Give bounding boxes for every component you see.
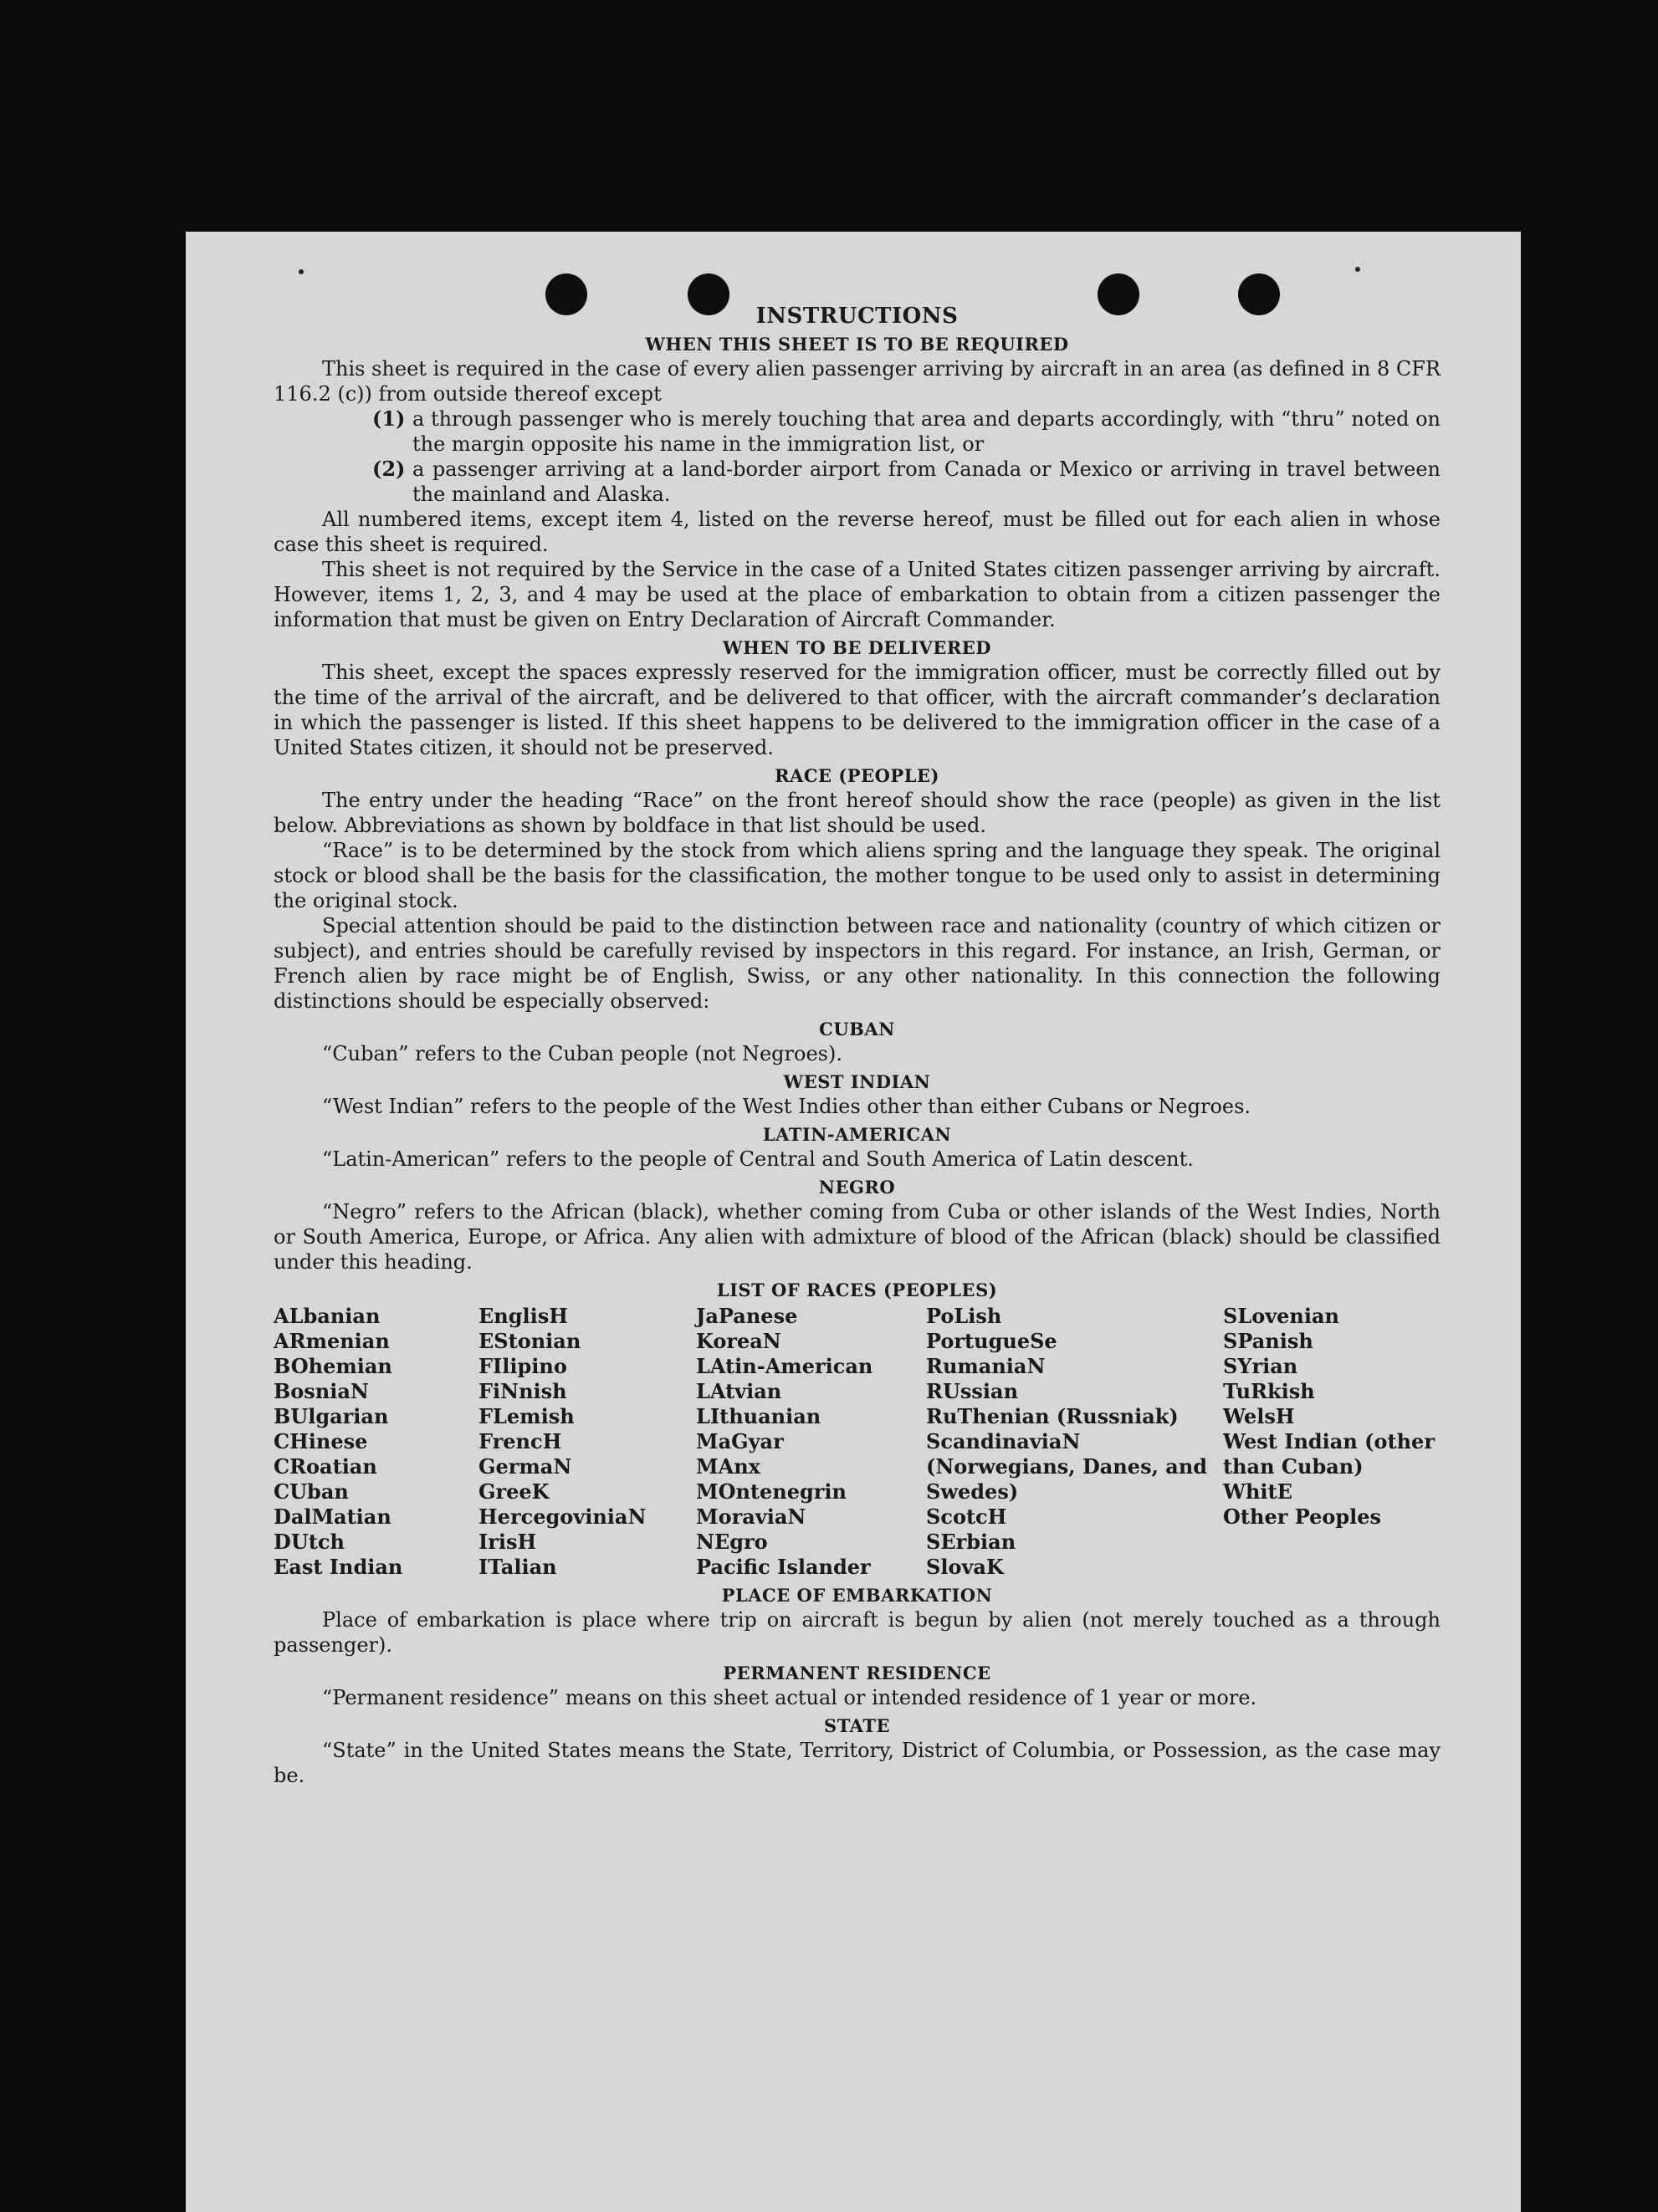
- race-column: [926, 1304, 1223, 1580]
- punch-hole: [1238, 273, 1280, 315]
- item-number: (1): [372, 406, 406, 431]
- item-text: a passenger arriving at a land-border airport from Canada or Mexico or arriving in travel between the mainland and Alaska.: [412, 457, 1441, 506]
- race-entry: LAtin-American: [696, 1354, 873, 1378]
- paragraph: “Latin-American” refers to the people of Central and South America of Latin descent.: [322, 1147, 1194, 1171]
- race-entry: CHinese: [274, 1429, 368, 1453]
- race-entry: DalMatian: [274, 1504, 391, 1529]
- paragraph: This sheet is not required by the Service in the case of a United States citizen passenger arriving by aircraft. However, items 1, 2, 3, and 4 may be used at the place of embarkation to obtain from a citizen passenger the information that must be given on Entry Declaration of Aircraft Commander.: [274, 558, 1441, 631]
- section-heading: LIST OF RACES (PEOPLES): [716, 1280, 998, 1300]
- race-entry: BUlgarian: [274, 1404, 389, 1428]
- race-entry: KoreaN: [696, 1329, 781, 1353]
- paragraph: All numbered items, except item 4, listed on the reverse hereof, must be filled out for each alien in whose case this sheet is required.: [274, 508, 1441, 556]
- race-entry: RuThenian (Russniak): [926, 1404, 1179, 1428]
- race-entry: FIlipino: [478, 1354, 567, 1378]
- section-heading: PLACE OF EMBARKATION: [721, 1585, 993, 1606]
- race-entry: SLovenian: [1223, 1304, 1339, 1328]
- item-number: (2): [372, 457, 406, 481]
- list-item: [372, 406, 1441, 457]
- race-entry: SPanish: [1223, 1329, 1313, 1353]
- race-entry: BOhemian: [274, 1354, 392, 1378]
- race-entry: WelsH: [1223, 1404, 1295, 1428]
- race-entry: ScandinaviaN (Norwegians, Danes, and Swedes): [926, 1429, 1208, 1504]
- race-entry: SYrian: [1223, 1354, 1298, 1378]
- race-entry: Pacific Islander: [696, 1555, 871, 1579]
- section-heading: WHEN TO BE DELIVERED: [722, 637, 991, 658]
- race-list: [274, 1304, 1441, 1580]
- paragraph: Special attention should be paid to the distinction between race and nationality (country of which citizen or subject), and entries should be carefully revised by inspectors in this regard. For instance, an Irish, German, or French alien by race might be of English, Swiss, or any other nationality. In this connection the following distinctions should be especially observed:: [274, 914, 1441, 1013]
- race-column: [1223, 1304, 1436, 1580]
- race-entry: HercegoviniaN: [478, 1504, 647, 1529]
- paragraph: The entry under the heading “Race” on the front hereof should show the race (people) as given in the list below. Abbreviations as shown by boldface in that list should be used.: [274, 789, 1441, 837]
- list-item: [372, 457, 1441, 507]
- page-title: INSTRUCTIONS: [755, 304, 959, 329]
- race-entry: MOntenegrin: [696, 1479, 847, 1504]
- section-heading: PERMANENT RESIDENCE: [723, 1663, 991, 1683]
- race-entry: RUssian: [926, 1379, 1019, 1403]
- race-entry: MoraviaN: [696, 1504, 806, 1529]
- race-entry: PortugueSe: [926, 1329, 1057, 1353]
- section-heading: WHEN THIS SHEET IS TO BE REQUIRED: [645, 334, 1069, 355]
- race-entry: DUtch: [274, 1530, 345, 1554]
- race-entry: WhitE: [1223, 1479, 1292, 1504]
- paragraph: “Permanent residence” means on this sheet actual or intended residence of 1 year or more.: [322, 1686, 1257, 1709]
- punch-hole: [1098, 273, 1139, 315]
- punch-hole: [688, 273, 729, 315]
- race-entry: JaPanese: [696, 1304, 798, 1328]
- race-entry: ITalian: [478, 1555, 557, 1579]
- paragraph: This sheet, except the spaces expressly reserved for the immigration officer, must be correctly filled out by the time of the arrival of the aircraft, and be delivered to that officer, with the aircraft commander’s declaration in which the passenger is listed. If this sheet happens to be delivered to the immigration officer in the case of a United States citizen, it should not be preserved.: [274, 661, 1441, 759]
- race-entry: PoLish: [926, 1304, 1002, 1328]
- instruction-sheet: [186, 232, 1521, 2212]
- paragraph: Place of embarkation is place where trip on aircraft is begun by alien (not merely touched as a through passenger).: [274, 1608, 1441, 1657]
- section-heading: STATE: [824, 1715, 890, 1736]
- paragraph: This sheet is required in the case of every alien passenger arriving by aircraft in an area (as defined in 8 CFR 116.2 (c)) from outside thereof except: [274, 357, 1441, 406]
- race-entry: West Indian (other than Cuban): [1223, 1429, 1435, 1479]
- paragraph: “State” in the United States means the State, Territory, District of Columbia, or Possession, as the case may be.: [274, 1739, 1441, 1787]
- race-entry: SErbian: [926, 1530, 1016, 1554]
- race-entry: FLemish: [478, 1404, 575, 1428]
- item-text: a through passenger who is merely touching that area and departs accordingly, with “thru” noted on the margin opposite his name in the immigration list, or: [412, 407, 1441, 456]
- race-entry: RumaniaN: [926, 1354, 1046, 1378]
- race-entry: ARmenian: [274, 1329, 390, 1353]
- section-heading: NEGRO: [818, 1177, 896, 1198]
- race-entry: FrencH: [478, 1429, 562, 1453]
- race-entry: TuRkish: [1223, 1379, 1315, 1403]
- race-entry: ALbanian: [274, 1304, 381, 1328]
- race-column: [274, 1304, 478, 1580]
- race-entry: BosniaN: [274, 1379, 369, 1403]
- race-column: [696, 1304, 926, 1580]
- race-entry: CUban: [274, 1479, 349, 1504]
- race-entry: MaGyar: [696, 1429, 784, 1453]
- race-entry: MAnx: [696, 1454, 760, 1479]
- race-entry: FiNnish: [478, 1379, 567, 1403]
- speck: [1355, 267, 1360, 272]
- race-entry: ScotcH: [926, 1504, 1007, 1529]
- paragraph: “Cuban” refers to the Cuban people (not Negroes).: [322, 1042, 842, 1065]
- speck: [299, 269, 304, 274]
- race-entry: GermaN: [478, 1454, 572, 1479]
- section-heading: CUBAN: [819, 1019, 895, 1040]
- race-entry: SlovaK: [926, 1555, 1004, 1579]
- race-entry: Other Peoples: [1223, 1504, 1382, 1529]
- race-entry: EStonian: [478, 1329, 581, 1353]
- race-entry: LIthuanian: [696, 1404, 821, 1428]
- section-heading: WEST INDIAN: [783, 1071, 931, 1092]
- paragraph: “West Indian” refers to the people of the West Indies other than either Cubans or Negroes.: [322, 1095, 1251, 1118]
- section-heading: RACE (PEOPLE): [775, 765, 939, 786]
- race-entry: LAtvian: [696, 1379, 782, 1403]
- race-entry: East Indian: [274, 1555, 403, 1579]
- race-entry: IrisH: [478, 1530, 537, 1554]
- section-heading: LATIN-AMERICAN: [762, 1124, 952, 1145]
- race-entry: NEgro: [696, 1530, 768, 1554]
- punch-hole: [545, 273, 587, 315]
- paragraph: “Race” is to be determined by the stock from which aliens spring and the language they speak. The original stock or blood shall be the basis for the classification, the mother tongue to be used only to assist in determining the original stock.: [274, 839, 1441, 912]
- race-entry: CRoatian: [274, 1454, 377, 1479]
- race-entry: EnglisH: [478, 1304, 568, 1328]
- race-column: [478, 1304, 696, 1580]
- paragraph: “Negro” refers to the African (black), whether coming from Cuba or other islands of the West Indies, North or South America, Europe, or Africa. Any alien with admixture of blood of the African (black) should be classified under this heading.: [274, 1200, 1441, 1274]
- race-entry: GreeK: [478, 1479, 550, 1504]
